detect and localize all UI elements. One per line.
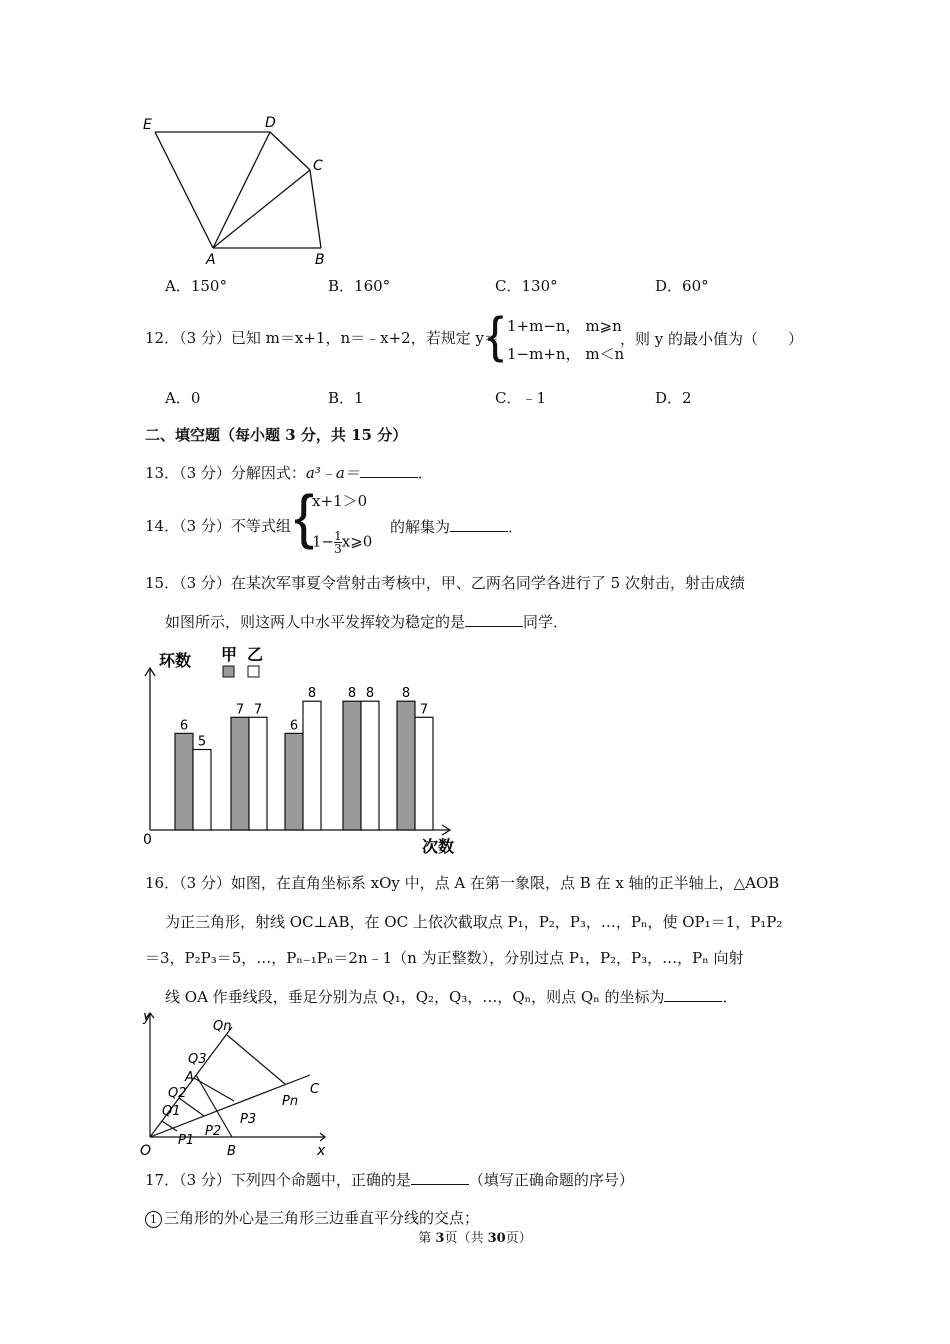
label-C: C <box>313 158 323 174</box>
bar-label-jia-2: 7 <box>235 702 245 718</box>
q15-line-1: 15．（3 分）在某次军事夏令营射击考核中，甲、乙两名同学各进行了 5 次射击，射击成绩 <box>145 574 745 592</box>
q15-line-2: 如图所示，则这两人中水平发挥较为稳定的是 同学． <box>165 613 569 631</box>
bar-yi-4 <box>361 701 379 830</box>
q16-line-4: 线 OA 作垂线段，垂足分别为点 Q₁，Q₂，Q₃，…，Qₙ，则点 Qₙ 的坐标为 ． <box>165 988 738 1006</box>
bar-label-jia-4: 8 <box>347 686 357 702</box>
q17-item-1: 1 三角形的外心是三角形三边垂直平分线的交点； <box>145 1208 479 1228</box>
legend-swatch-jia <box>223 666 234 677</box>
coordinate-figure <box>140 1005 340 1165</box>
y-axis-label: 环数 <box>159 651 192 670</box>
q14-answer-blank[interactable] <box>450 517 508 532</box>
bar-label-yi-5: 7 <box>419 702 429 718</box>
bar-jia-4 <box>343 701 361 830</box>
bar-label-yi-1: 5 <box>197 734 207 750</box>
q11-option-b: B．160° <box>328 277 391 295</box>
q15-answer-blank[interactable] <box>465 612 523 627</box>
q12-option-a: A．0 <box>165 389 201 407</box>
q16-line-1: 16．（3 分）如图，在直角坐标系 xOy 中，点 A 在第一象限，点 B 在 x 轴的正半轴上，△AOB <box>145 874 780 892</box>
fig-label-Qn: Qn <box>213 1019 232 1034</box>
label-A: A <box>206 252 216 267</box>
origin-label: 0 <box>143 832 152 848</box>
q14-line-2: 1− $\frac{1}{3}$ x⩾0 <box>312 529 373 556</box>
fig-label-A: A <box>185 1070 194 1085</box>
page-footer: 第 3页（共 30页） <box>418 1231 532 1246</box>
q17-answer-blank[interactable] <box>411 1170 469 1185</box>
bar-label-jia-5: 8 <box>401 686 411 702</box>
fig-label-C: C <box>310 1082 320 1097</box>
q12-case-1: 1+m−n， m⩾n <box>507 317 622 335</box>
bar-jia-1 <box>175 733 193 830</box>
x-axis-label: 次数 <box>422 837 455 856</box>
q12-brace: { <box>487 307 504 363</box>
bar-label-yi-2: 7 <box>253 702 263 718</box>
q12-case-2: 1−m+n， m＜n <box>507 345 625 363</box>
pentagon-figure <box>135 112 345 267</box>
q12-option-b: B．1 <box>328 389 364 407</box>
label-E: E <box>143 117 152 133</box>
fig-label-P2: P2 <box>205 1124 222 1139</box>
item-number-circle: 1 <box>145 1211 162 1228</box>
q14-line-1: x+1＞0 <box>312 492 368 510</box>
q12-prefix: 12．（3 分）已知 m＝x+1，n＝﹣x+2，若规定 y＝ <box>145 329 499 347</box>
legend-label-yi: 乙 <box>247 645 264 664</box>
q16-answer-blank[interactable] <box>664 987 722 1002</box>
bar-yi-5 <box>415 717 433 830</box>
fig-label-Q3: Q3 <box>188 1052 207 1067</box>
q14-suffix: 的解集为 ． <box>390 518 524 536</box>
q13: 13．（3 分）分解因式：a³﹣a＝ ． <box>145 464 433 482</box>
q11-option-c: C．130° <box>495 277 558 295</box>
q14-brace: { <box>294 483 315 550</box>
q16-line-3: ＝3，P₂P₃＝5，…，Pₙ₋₁Pₙ＝2n﹣1（n 为正整数），分别过点 P₁，P₂，P₃，…，Pₙ 向射 <box>145 949 744 967</box>
bar-yi-1 <box>193 750 211 831</box>
bar-label-jia-1: 6 <box>179 718 189 734</box>
label-B: B <box>315 252 325 267</box>
fig-label-O: O <box>140 1143 152 1159</box>
q13-answer-blank[interactable] <box>360 463 418 478</box>
legend-label-jia: 甲 <box>221 645 238 664</box>
bar-yi-2 <box>249 717 267 830</box>
bar-label-yi-4: 8 <box>365 686 375 702</box>
bar-yi-3 <box>303 701 321 830</box>
fig-label-y: y <box>143 1009 152 1025</box>
q14-prefix: 14．（3 分）不等式组 <box>145 517 291 535</box>
q17: 17．（3 分）下列四个命题中，正确的是 （填写正确命题的序号） <box>145 1171 634 1189</box>
fig-label-Q1: Q1 <box>162 1104 181 1119</box>
label-D: D <box>265 115 276 131</box>
fig-label-Pn: Pn <box>282 1094 299 1109</box>
q11-option-a: A．150° <box>165 277 227 295</box>
q11-option-d: D．60° <box>655 277 709 295</box>
q12-option-c: C．﹣1 <box>495 389 547 407</box>
bar-jia-3 <box>285 733 303 830</box>
q16-line-2: 为正三角形，射线 OC⊥AB，在 OC 上依次截取点 P₁，P₂，P₃，…，Pₙ，使 OP₁＝1，P₁P₂ <box>165 913 783 931</box>
section-title: 二、填空题（每小题 3 分，共 15 分） <box>145 426 408 444</box>
fig-label-Q2: Q2 <box>168 1086 187 1101</box>
q12-option-d: D．2 <box>655 389 692 407</box>
bar-label-yi-3: 8 <box>307 686 317 702</box>
fig-label-x: x <box>317 1143 326 1159</box>
bar-label-jia-3: 6 <box>289 718 299 734</box>
fig-label-P1: P1 <box>178 1133 195 1148</box>
bar-jia-2 <box>231 717 249 830</box>
shooting-score-chart <box>135 640 475 860</box>
fig-label-B: B <box>227 1144 236 1159</box>
q12-suffix: ，则 y 的最小值为（ ） <box>620 330 804 348</box>
bar-jia-5 <box>397 701 415 830</box>
fig-label-P3: P3 <box>240 1112 257 1127</box>
legend-swatch-yi <box>248 666 259 677</box>
